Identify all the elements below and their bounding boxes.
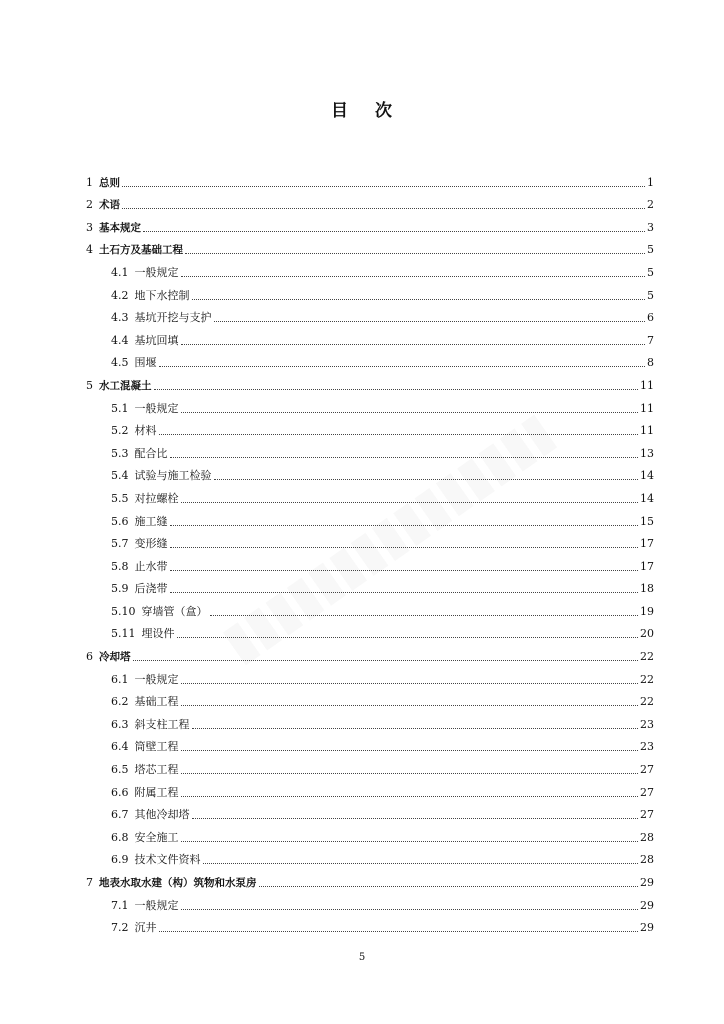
toc-leader-dots: [170, 457, 639, 458]
toc-entry-number: 4.3: [111, 311, 129, 325]
toc-entry-number: 6.5: [111, 763, 129, 777]
toc-leader-dots: [154, 389, 639, 390]
toc-entry: [86, 777, 654, 800]
toc-entry: [86, 687, 654, 710]
toc-entry-label: 一般规定: [134, 265, 179, 279]
toc-entry-page: 20: [640, 627, 654, 641]
toc-entry: [86, 845, 654, 868]
toc-entry-page: 27: [640, 808, 654, 822]
toc-entry-page: 18: [640, 582, 654, 596]
toc-entry: [86, 167, 654, 190]
toc-entry-label: 地下水控制: [134, 288, 190, 302]
toc-leader-dots: [159, 366, 646, 367]
toc-entry: [86, 190, 654, 213]
toc-entry-label: 水工混凝土: [99, 379, 152, 392]
toc-entry: [86, 257, 654, 280]
toc-entry-number: 3: [86, 220, 93, 234]
toc-entry-page: 8: [647, 356, 654, 370]
toc-entry-label: 筒壁工程: [134, 740, 179, 754]
page-number: 5: [358, 952, 366, 963]
toc-leader-dots: [170, 547, 639, 548]
page-title: [0, 96, 724, 121]
toc-leader-dots: [192, 299, 646, 300]
toc-entry-number: 6.8: [111, 830, 129, 844]
toc-entry: [86, 596, 654, 619]
toc-entry-page: 11: [640, 424, 654, 438]
toc-entry-label: 配合比: [134, 446, 168, 460]
toc-entry-number: 6.6: [111, 785, 129, 799]
toc-entry-page: 23: [640, 717, 654, 731]
toc-entry-page: 11: [640, 378, 654, 392]
toc-entry-page: 29: [640, 898, 654, 912]
toc-leader-dots: [170, 570, 639, 571]
toc-entry-number: 5: [86, 378, 93, 392]
toc-entry-number: 5.10: [111, 604, 136, 618]
toc-leader-dots: [170, 525, 639, 526]
toc-entry-label: 基础工程: [134, 695, 179, 709]
toc-entry: [86, 416, 654, 439]
toc-entry-label: 试验与施工检验: [134, 469, 212, 483]
toc-leader-dots: [181, 344, 646, 345]
toc-entry-page: 14: [640, 491, 654, 505]
toc-entry-label: 土石方及基础工程: [99, 244, 183, 257]
toc-entry-number: 6.1: [111, 672, 129, 686]
toc-leader-dots: [181, 796, 639, 797]
toc-leader-dots: [181, 773, 639, 774]
toc-entry-label: 埋设件: [141, 627, 175, 641]
toc-leader-dots: [133, 660, 639, 661]
toc-entry: [86, 235, 654, 258]
toc-entry-label: 地表水取水建（构）筑物和水泵房: [99, 877, 257, 889]
toc-entry-label: 基坑开挖与支护: [134, 311, 212, 325]
toc-leader-dots: [214, 321, 646, 322]
toc-entry-number: 1: [86, 175, 93, 189]
toc-entry: [86, 619, 654, 642]
toc-entry-number: 4.2: [111, 288, 129, 302]
toc-entry-number: 6.9: [111, 853, 129, 867]
toc-entry-label: 一般规定: [134, 401, 179, 415]
toc-entry-page: 22: [640, 695, 654, 709]
toc-entry-page: 15: [640, 514, 654, 528]
toc-leader-dots: [181, 750, 639, 751]
toc-entry-label: 附属工程: [134, 785, 179, 799]
toc-entry-page: 28: [640, 830, 654, 844]
toc-entry-number: 6: [86, 650, 93, 664]
toc-entry: [86, 303, 654, 326]
toc-entry-page: 1: [647, 175, 654, 189]
toc-entry: [86, 212, 654, 235]
toc-leader-dots: [181, 705, 639, 706]
toc-leader-dots: [181, 841, 639, 842]
toc-entry-page: 13: [640, 446, 654, 460]
toc-entry-page: 22: [640, 672, 654, 686]
toc-entry-number: 4.1: [111, 265, 129, 279]
toc-entry-number: 5.7: [111, 537, 129, 551]
toc-leader-dots: [122, 208, 645, 209]
toc-entry: [86, 913, 654, 936]
toc-entry-page: 5: [647, 243, 654, 257]
toc-entry: [86, 664, 654, 687]
toc-entry: [86, 551, 654, 574]
toc-entry-label: 术语: [99, 199, 120, 212]
toc-entry-label: 冷却塔: [99, 651, 131, 664]
table-of-contents: [86, 167, 654, 935]
toc-entry-label: 总则: [99, 176, 120, 189]
toc-entry-number: 5.3: [111, 446, 129, 460]
toc-leader-dots: [181, 909, 639, 910]
title-part-2: 次: [375, 101, 393, 121]
toc-entry-number: 4: [86, 243, 93, 257]
toc-entry-label: 一般规定: [134, 898, 179, 912]
toc-entry-page: 29: [640, 921, 654, 935]
toc-entry-number: 6.7: [111, 808, 129, 822]
toc-entry-label: 斜支柱工程: [134, 717, 190, 731]
toc-entry-page: 23: [640, 740, 654, 754]
toc-entry: [86, 867, 654, 890]
toc-entry-number: 5.4: [111, 469, 129, 483]
toc-entry-page: 14: [640, 469, 654, 483]
toc-entry: [86, 754, 654, 777]
toc-entry-label: 变形缝: [134, 537, 168, 551]
toc-entry: [86, 529, 654, 552]
toc-entry-label: 施工缝: [134, 514, 168, 528]
toc-entry-number: 5.5: [111, 491, 129, 505]
toc-leader-dots: [185, 253, 645, 254]
toc-entry-label: 塔芯工程: [134, 763, 179, 777]
toc-entry-page: 17: [640, 559, 654, 573]
toc-entry-number: 2: [86, 198, 93, 212]
title-part-1: 目: [331, 101, 349, 121]
toc-entry-label: 安全施工: [134, 830, 179, 844]
toc-entry-label: 基坑回填: [134, 333, 179, 347]
toc-entry-label: 沉井: [134, 921, 157, 935]
toc-leader-dots: [177, 637, 639, 638]
toc-leader-dots: [122, 186, 645, 187]
toc-entry-number: 5.6: [111, 514, 129, 528]
toc-entry-number: 7.2: [111, 921, 129, 935]
toc-entry: [86, 461, 654, 484]
toc-entry-page: 7: [647, 333, 654, 347]
toc-leader-dots: [181, 412, 639, 413]
toc-entry-page: 5: [647, 265, 654, 279]
toc-entry: [86, 325, 654, 348]
toc-entry: [86, 709, 654, 732]
toc-entry: [86, 393, 654, 416]
toc-entry: [86, 800, 654, 823]
toc-leader-dots: [181, 276, 646, 277]
toc-entry-label: 后浇带: [134, 582, 168, 596]
toc-entry-label: 材料: [134, 424, 157, 438]
toc-entry-label: 其他冷却塔: [134, 808, 190, 822]
toc-entry-label: 对拉螺栓: [134, 491, 179, 505]
toc-entry-page: 2: [647, 198, 654, 212]
toc-entry-label: 围堰: [134, 356, 157, 370]
toc-leader-dots: [181, 683, 639, 684]
toc-leader-dots: [214, 479, 639, 480]
toc-entry-label: 基本规定: [99, 221, 141, 234]
toc-entry: [86, 438, 654, 461]
toc-entry: [86, 890, 654, 913]
toc-leader-dots: [192, 818, 639, 819]
toc-entry-number: 6.3: [111, 717, 129, 731]
toc-entry-page: 27: [640, 763, 654, 777]
toc-entry-number: 7: [86, 876, 93, 889]
toc-entry-number: 7.1: [111, 898, 129, 912]
toc-leader-dots: [210, 615, 639, 616]
toc-entry: [86, 506, 654, 529]
toc-entry-page: 6: [647, 311, 654, 325]
toc-leader-dots: [159, 931, 639, 932]
toc-leader-dots: [143, 231, 645, 232]
toc-entry-page: 22: [640, 650, 654, 664]
toc-entry-page: 28: [640, 853, 654, 867]
toc-leader-dots: [159, 434, 639, 435]
toc-entry-page: 3: [647, 220, 654, 234]
toc-entry: [86, 641, 654, 664]
toc-entry-page: 17: [640, 537, 654, 551]
toc-entry: [86, 280, 654, 303]
toc-entry-label: 穿墙管（盒）: [141, 604, 208, 618]
toc-entry-number: 5.1: [111, 401, 129, 415]
toc-entry: [86, 483, 654, 506]
toc-entry-number: 6.4: [111, 740, 129, 754]
toc-entry: [86, 732, 654, 755]
toc-entry: [86, 370, 654, 393]
toc-entry-number: 5.2: [111, 424, 129, 438]
toc-leader-dots: [259, 886, 639, 887]
toc-entry-number: 6.2: [111, 695, 129, 709]
toc-entry-page: 11: [640, 401, 654, 415]
toc-entry-number: 4.4: [111, 333, 129, 347]
toc-leader-dots: [181, 502, 639, 503]
toc-entry-page: 19: [640, 604, 654, 618]
toc-entry-number: 5.9: [111, 582, 129, 596]
toc-entry: [86, 822, 654, 845]
toc-leader-dots: [192, 728, 639, 729]
toc-entry: [86, 348, 654, 371]
toc-entry: [86, 574, 654, 597]
toc-entry-label: 技术文件资料: [134, 853, 201, 867]
toc-entry-page: 29: [640, 876, 654, 889]
toc-entry-number: 5.11: [111, 627, 136, 641]
toc-entry-label: 一般规定: [134, 672, 179, 686]
toc-entry-page: 27: [640, 785, 654, 799]
toc-entry-number: 4.5: [111, 356, 129, 370]
toc-entry-label: 止水带: [134, 559, 168, 573]
toc-leader-dots: [203, 863, 639, 864]
toc-entry-page: 5: [647, 288, 654, 302]
toc-entry-number: 5.8: [111, 559, 129, 573]
toc-leader-dots: [170, 592, 639, 593]
